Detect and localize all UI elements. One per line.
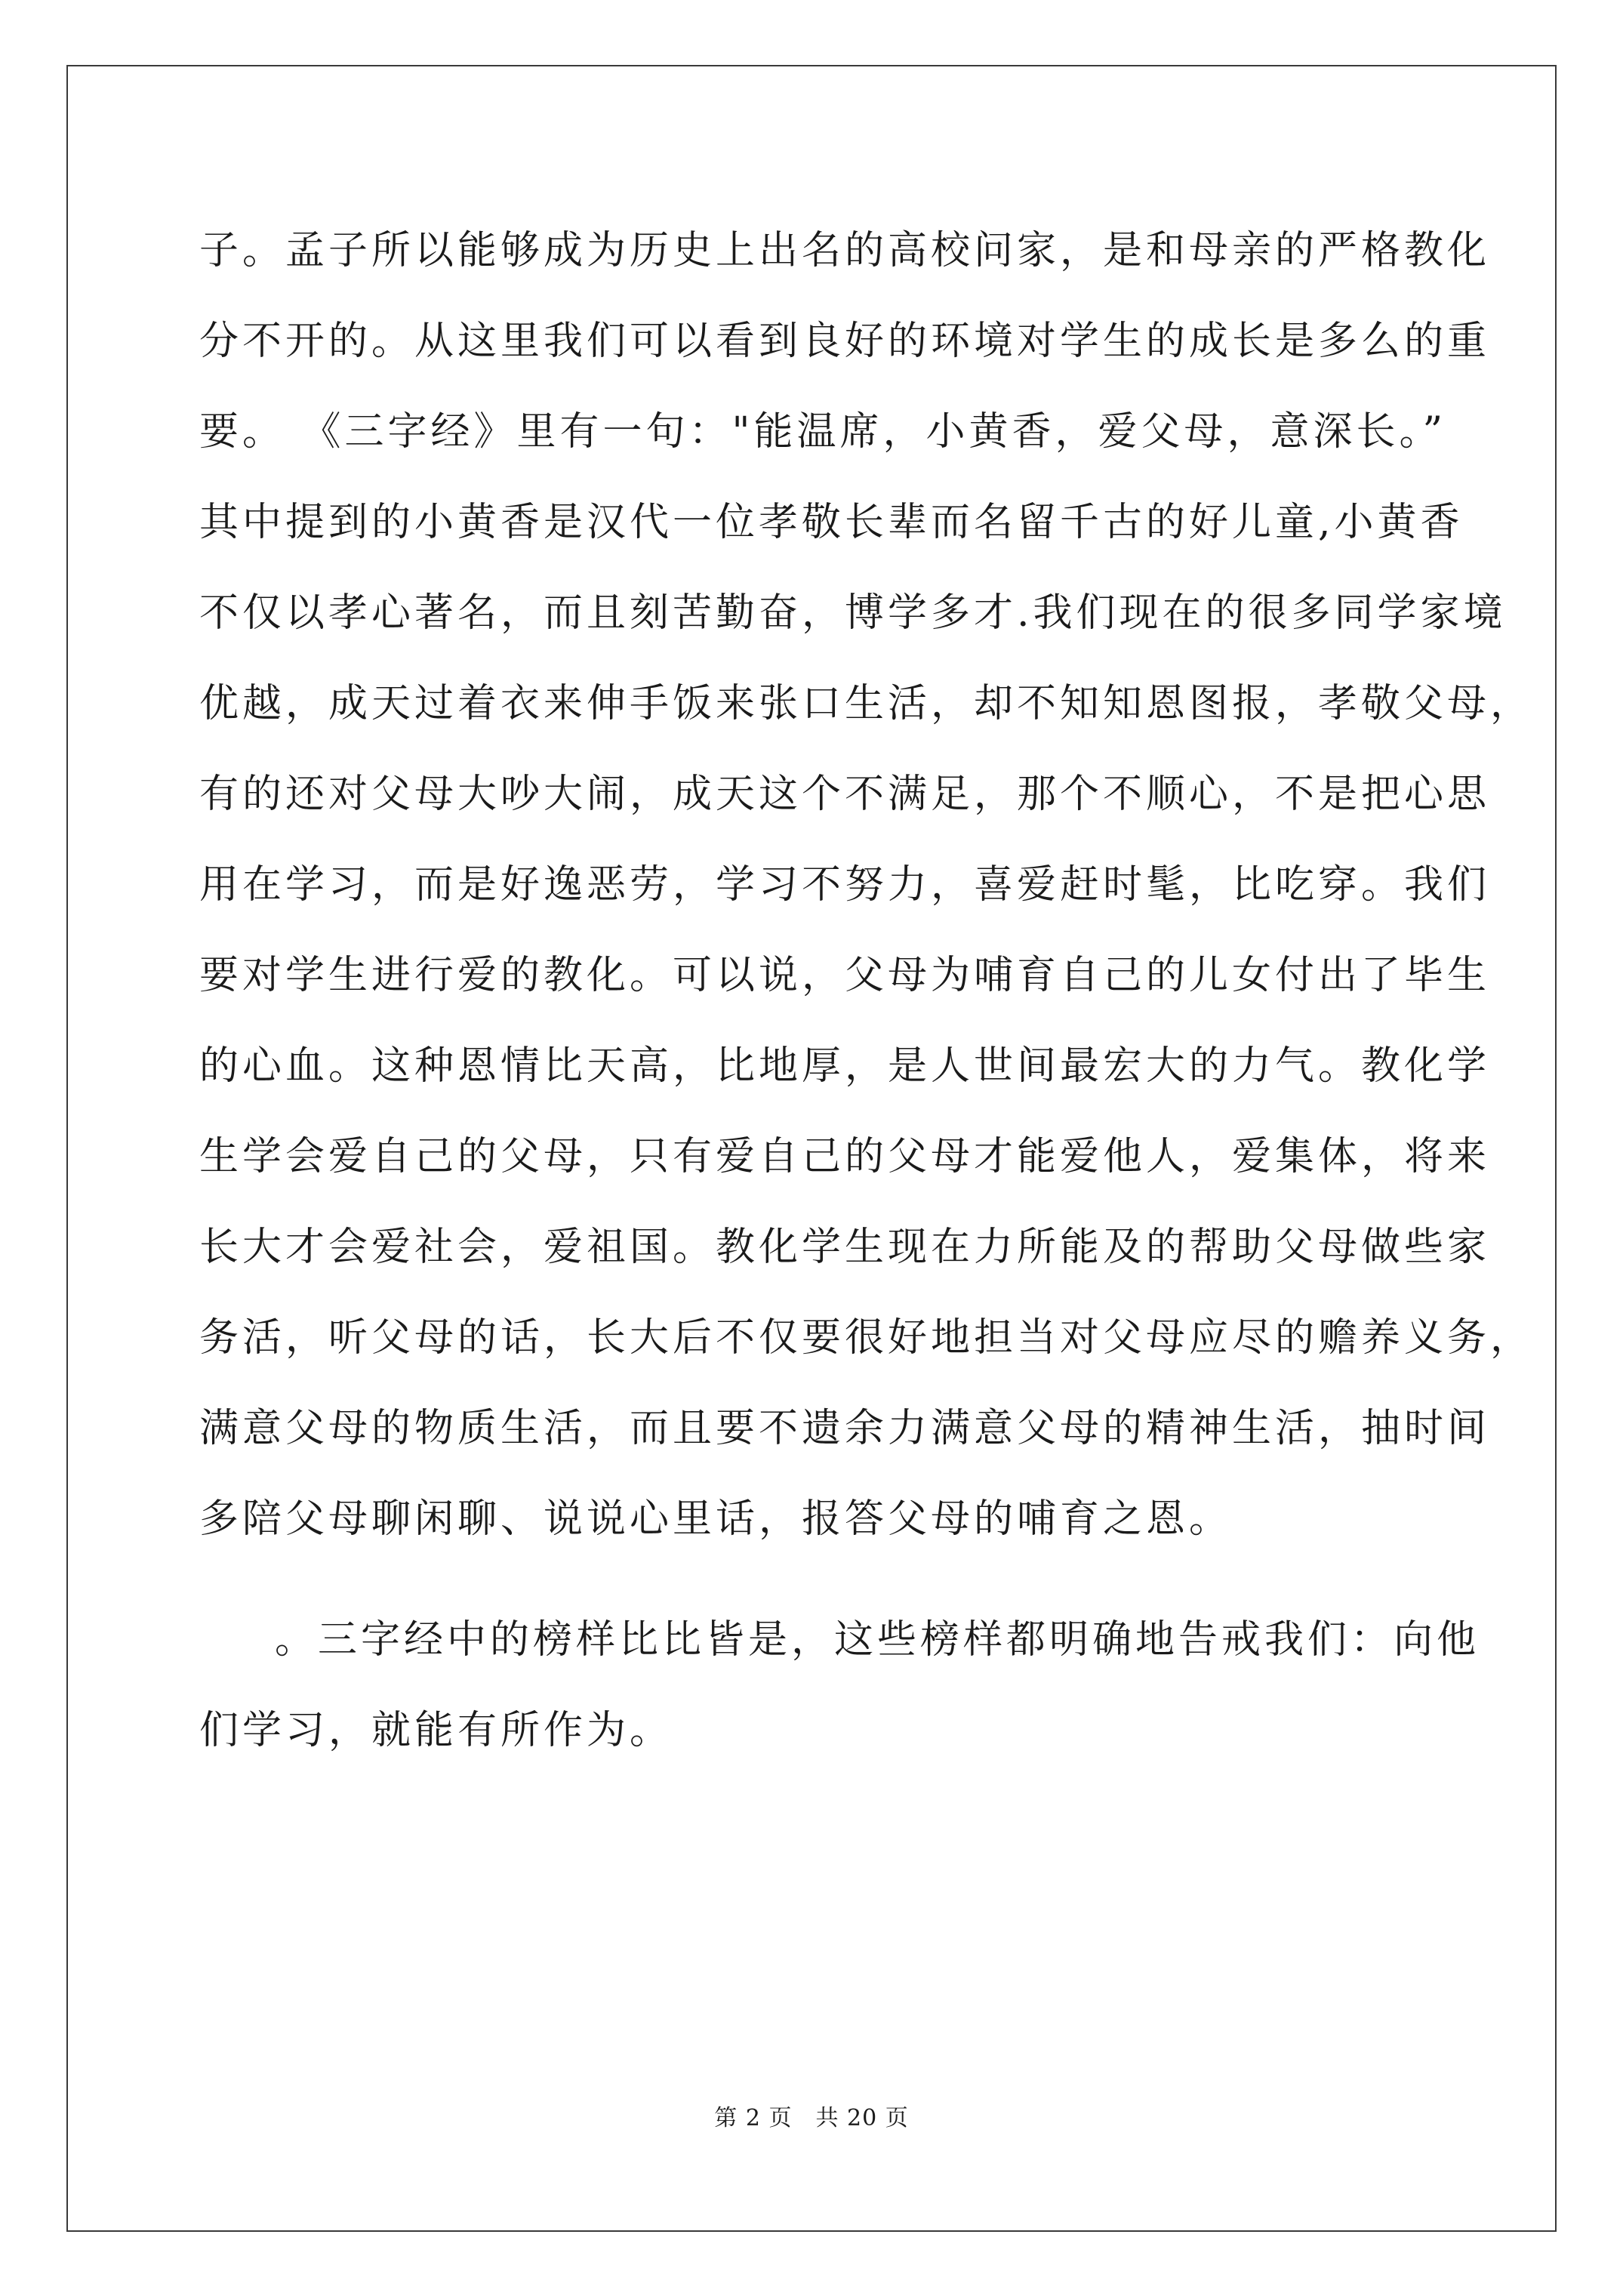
text-line: 要。 《三字经》里有一句："能温席，小黄香，爱父母，意深长。” (199, 409, 1447, 455)
text-line: 其中提到的小黄香是汉代一位孝敬长辈而名留千古的好儿童,小黄香 (199, 500, 1464, 545)
text-line: 子。孟子所以能够成为历史上出名的高校问家，是和母亲的严格教化 (199, 228, 1491, 273)
text-line: 分不开的。从这里我们可以看到良好的环境对学生的成长是多么的重 (199, 319, 1491, 364)
text-line: 多陪父母聊闲聊、说说心里话，报答父母的哺育之恩。 (199, 1496, 1233, 1542)
page-number-footer: 第 2 页 共 20 页 (714, 2105, 909, 2131)
text-line: 长大才会爱社会，爱祖国。教化学生现在力所能及的帮助父母做些家 (199, 1225, 1491, 1270)
text-line: 。三字经中的榜样比比皆是，这些榜样都明确地告戒我们：向他 (275, 1617, 1480, 1663)
text-line: 务活，听父母的话，长大后不仅要很好地担当对父母应尽的赡养义务， (199, 1315, 1534, 1361)
text-line: 的心血。这种恩情比天高，比地厚，是人世间最宏大的力气。教化学 (199, 1043, 1491, 1089)
text-line: 生学会爱自己的父母，只有爱自己的父母才能爱他人，爱集体，将来 (199, 1134, 1491, 1179)
text-line: 要对学生进行爱的教化。可以说，父母为哺育自己的儿女付出了毕生 (199, 953, 1491, 998)
text-line: 有的还对父母大吵大闹，成天这个不满足，那个不顺心，不是把心思 (199, 772, 1491, 817)
text-line: 优越，成天过着衣来伸手饭来张口生活，却不知知恩图报，孝敬父母， (199, 681, 1534, 726)
text-line: 们学习，就能有所作为。 (199, 1708, 673, 1753)
text-line: 用在学习，而是好逸恶劳，学习不努力，喜爱赶时髦，比吃穿。我们 (199, 862, 1491, 908)
text-line: 满意父母的物质生活，而且要不遗余力满意父母的精神生活，抽时间 (199, 1406, 1491, 1451)
text-line: 不仅以孝心著名，而且刻苦勤奋，博学多才.我们现在的很多同学家境 (199, 590, 1507, 636)
